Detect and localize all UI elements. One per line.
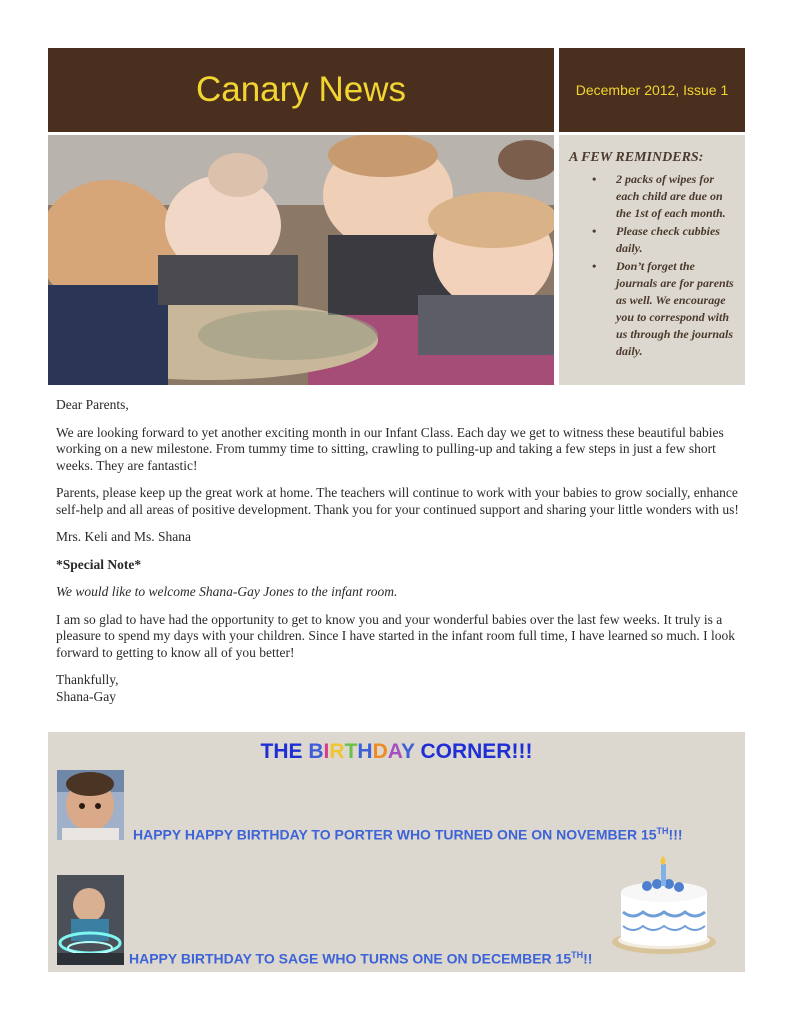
birthday-title-pre: THE — [260, 740, 309, 763]
letter-signature: Mrs. Keli and Ms. Shana — [56, 529, 191, 544]
porter-birthday-end: !!! — [668, 826, 683, 843]
sage-birthday-message — [129, 950, 592, 967]
special-note-heading: *Special Note* — [56, 556, 142, 572]
birthday-title-letter: H — [357, 740, 373, 763]
newsletter-title: Canary News — [195, 70, 407, 109]
sage-birthday-sup: TH — [571, 950, 584, 960]
letter-greeting: Dear Parents, — [56, 397, 129, 412]
birthday-title-letter: D — [372, 740, 388, 763]
special-note-text: We would like to welcome Shana-Gay Jones to the infant room. — [56, 584, 398, 599]
birthday-corner-title — [48, 740, 745, 764]
birthday-title-letter: A — [387, 740, 401, 763]
reminders-heading: A FEW REMINDERS: — [569, 150, 704, 165]
reminders-list — [592, 171, 738, 361]
sage-birthday-end: !! — [583, 950, 593, 967]
reminder-item: • Don’t forget the journals are for parents as well. We encourage you to correspond with us through the journals daily. — [592, 258, 738, 360]
issue-date: December 2012, Issue 1 — [575, 82, 729, 98]
birthday-title-letter: B — [308, 740, 324, 763]
porter-birthday-sup: TH — [656, 826, 669, 836]
porter-birthday-text: HAPPY HAPPY BIRTHDAY TO PORTER WHO TURNED ONE ON NOVEMBER 15 — [133, 826, 657, 843]
birthday-title-letters — [308, 740, 414, 763]
letter-paragraph: I am so glad to have had the opportunity to get to know you and your wonderful babies over the last few weeks. It truly is a pleasure to spend my days with your children. Since I have started in the infant room full time, I have learned so much. I look forward to getting to know all of you better! — [56, 611, 735, 660]
birthday-title-letter: T — [344, 740, 358, 763]
letter-body — [56, 397, 746, 705]
birthday-title-letter: R — [329, 740, 345, 763]
birthday-title-post: CORNER!!! — [414, 740, 533, 763]
reminder-item: • 2 packs of wipes for each child are due on the 1st of each month. — [592, 171, 738, 222]
reminder-item: • Please check cubbies daily. — [592, 223, 738, 257]
porter-photo — [57, 770, 124, 840]
letter-paragraph: We are looking forward to yet another exciting month in our Infant Class. Each day we get to witness these beautiful babies working on a new milestone. From tummy time to sitting, crawling to pulling-up and taking a few steps in just a few short weeks. They are fantastic! — [56, 424, 724, 473]
letter-closing-name: Shana-Gay — [56, 688, 116, 704]
birthday-title-letter: I — [323, 740, 330, 763]
letter-closing: Thankfully, — [56, 672, 119, 687]
sage-photo — [57, 875, 124, 965]
birthday-title-letter: Y — [400, 740, 415, 763]
birthday-cake-image — [607, 854, 721, 958]
porter-birthday-message — [133, 826, 683, 843]
letter-paragraph: Parents, please keep up the great work at home. The teachers will continue to work with your babies to grow socially, enhance self-help and all areas of positive development. Thank you for your continued support and sharing your little wonders with us! — [56, 485, 739, 517]
babies-photo — [48, 135, 554, 385]
sage-birthday-text: HAPPY BIRTHDAY TO SAGE WHO TURNS ONE ON DECEMBER 15 — [129, 950, 572, 967]
